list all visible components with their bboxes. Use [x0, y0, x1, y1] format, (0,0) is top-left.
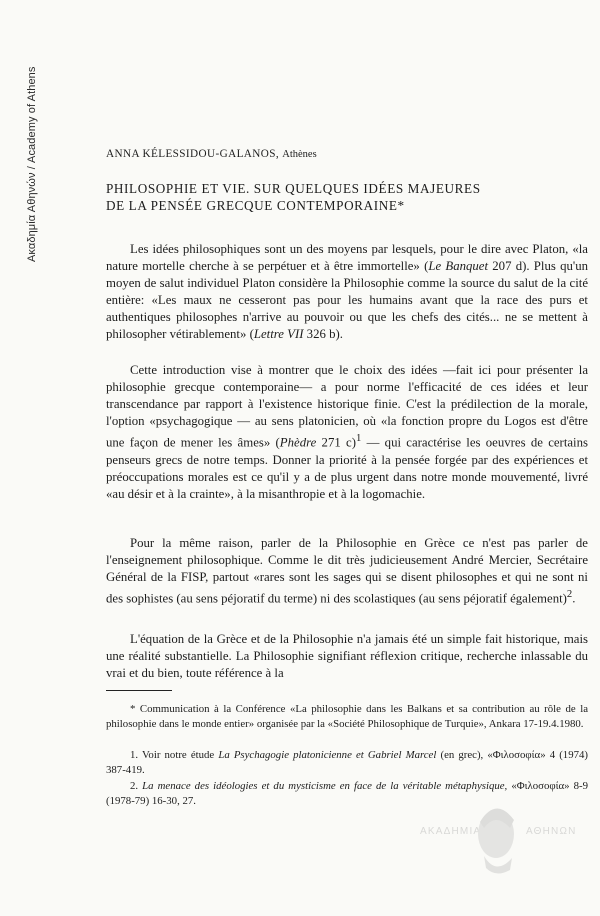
paragraph-1 [106, 241, 588, 344]
author-line [106, 148, 317, 160]
p2-text-c: — qui caractérise les oeuvres de certains penseurs grecs de notre temps. Donner la priorité à la pensée forgée par des expériences et préoccupations morales est ce qu'il y a de plus urgent dans notre monde mouvementé, livré «au désir et à la crainte», à la misanthropie et à la logomachie. [106, 435, 588, 501]
footnote-ref-1[interactable]: 1 [355, 433, 362, 445]
academy-watermark [420, 796, 590, 896]
p3-text-b: . [572, 591, 576, 606]
p2-italic-1: Phèdre [279, 435, 317, 450]
paragraph-4 [106, 631, 588, 682]
p1-text-a: Les idées philosophiques sont un des moyens par lesquels, pour le dire avec Platon, «la nature mortelle cherche à se perpétuer et à être immortelle» ( [106, 242, 588, 274]
p2-text-a: Cette introduction vise à montrer que le choix des idées —fait ici pour présenter la philosophie grecque contemporaine— a pour norme l'efficacité de ces idées et leur transcendance par rapport à l'existence historique finie. C'est la prédilection de la morale, l'option «psychagogique — au sens platonicien, où «la fonction propre du Logos est d'être une façon de mener les âmes» ( [106, 363, 588, 450]
author-name: ANNA KÉLESSIDOU-GALANOS, [106, 148, 280, 160]
footnote-1-italic: La Psychagogie platonicienne et Gabriel Marcel [218, 749, 437, 761]
p1-italic-2: Lettre VII [253, 327, 304, 342]
watermark-left-word: ΑΚΑΔΗΜΙΑ [420, 826, 482, 837]
footnote-star [106, 702, 588, 731]
athena-head-icon [466, 798, 526, 878]
footnote-divider [106, 690, 172, 691]
footnote-2-text-b: «Φιλοσοφία» 8-9 (1978-79) 16-30, 27. [106, 780, 589, 807]
p1-text-c: 326 b). [303, 327, 343, 342]
article-title [106, 180, 481, 214]
footnote-ref-2[interactable]: 2 [566, 589, 573, 601]
title-line-1: PHILOSOPHIE ET VIE. SUR QUELQUES IDÉES MAJEURES [106, 181, 481, 196]
footnote-star-text: * Communication à la Conférence «La philosophie dans les Balkans et sa contribution au rôle de la philosophie dans le monde entier» organisée par la «Société Philosophique de Turquie», Ankara 17-19.4.1980. [106, 703, 588, 730]
footnote-1 [106, 748, 588, 777]
p2-text-b: 271 c) [316, 435, 356, 450]
p1-italic-1: Le Banquet [428, 259, 489, 274]
footnote-1-text-a: 1. Voir notre étude [130, 749, 219, 761]
author-place: Athènes [282, 149, 317, 160]
footnote-1-text-b: (en grec), «Φιλοσοφία» 4 (1974) 387-419. [106, 749, 588, 776]
paragraph-3 [106, 535, 588, 608]
p4-text-a: L'équation de la Grèce et de la Philosophie n'a jamais été un simple fait historique, mais une réalité substantielle. La Philosophie signifiant réflexion critique, recherche inlassable du vrai et du bien, toute référence à la [106, 632, 588, 681]
footnote-2-text-a: 2. [130, 780, 143, 792]
archive-side-label: Ακαδημία Αθηνών / Academy of Athens [26, 66, 38, 262]
p1-text-b: 207 d). Plus qu'un moyen de salut individuel Platon considère la Philosophie comme la source du salut de la cité entière: «Les maux ne cesseront pas pour les humains avant que la race des purs et authentiques philosophes n'arrive au pouvoir ou que les chefs des cités... ne se mettent à philosopher vétirablement» ( [106, 259, 588, 342]
watermark-right-word: ΑΘΗΝΩΝ [526, 826, 577, 837]
title-line-2: DE LA PENSÉE GRECQUE CONTEMPORAINE* [106, 198, 405, 213]
p3-text-a: Pour la même raison, parler de la Philosophie en Grèce ce n'est pas parler de l'enseignement philosophique. Comme le dit très judicieusement André Mercier, Secrétaire Général de la FISP, partout «rares sont les sages qui se disent philosophes et qui ne sont ni des sophistes (au sens péjoratif du terme) ni des scolastiques (au sens péjoratif également) [106, 536, 588, 606]
footnote-2-italic: La menace des idéologies et du mysticisme en face de la véritable métaphysique, [142, 780, 508, 792]
paragraph-2 [106, 362, 588, 503]
